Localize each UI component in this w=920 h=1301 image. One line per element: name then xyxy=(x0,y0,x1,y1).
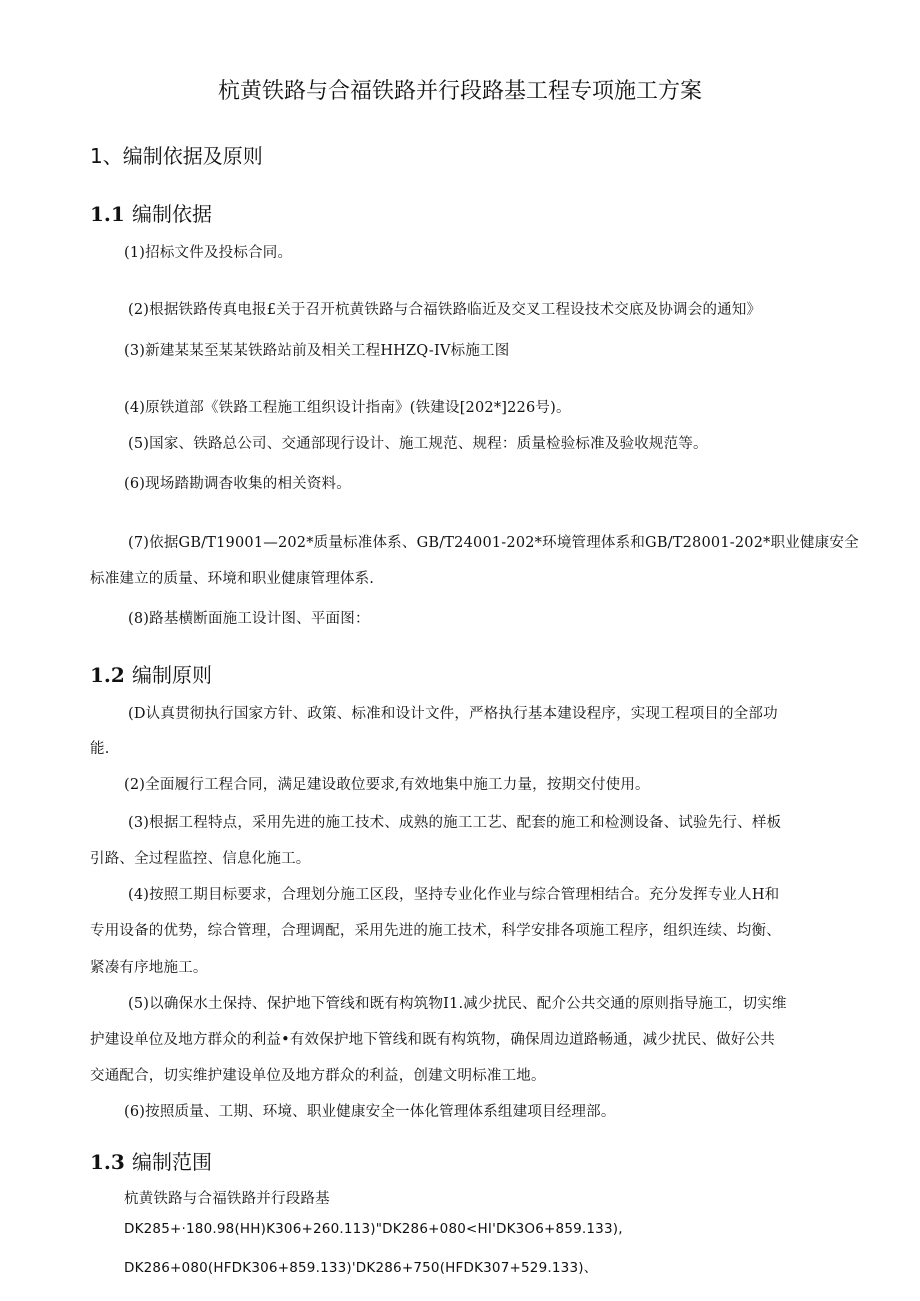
section-number: 1.1 xyxy=(90,202,125,226)
principle-2: (2)全面履行工程合同，满足建设敢位要求,有效地集中施工力量，按期交付使用。 xyxy=(124,777,650,793)
section-1-3-heading xyxy=(90,1146,212,1175)
basis-item-4: (4)原铁道部《铁路工程施工组织设计指南》(铁建设[202*]226号)。 xyxy=(124,400,571,416)
principle-3-line1: (3)根据工程特点，采用先进的施工技术、成熟的施工工艺、配套的施工和检测设备、试验先行、样板 xyxy=(128,815,782,831)
basis-item-2: (2)根据铁路传真电报£关于召开杭黄铁路与合福铁路临近及交叉工程设技术交底及协调会的通知》 xyxy=(128,302,762,318)
section-title: 编制依据 xyxy=(132,202,212,226)
section-number: 1.2 xyxy=(90,663,125,687)
section-1-heading: 1、编制依据及原则 xyxy=(90,144,263,168)
principle-5-line1: (5)以确保水土保持、保护地下管线和既有构筑物I1.减少扰民、配介公共交通的原则指导施工，切实维 xyxy=(128,996,787,1012)
section-title: 编制原则 xyxy=(132,663,212,687)
basis-item-7-line2: 标准建立的质量、环境和职业健康管理体系. xyxy=(90,571,375,587)
section-1-2-heading xyxy=(90,659,212,688)
basis-item-5: (5)国家、铁路总公司、交通部现行设计、施工规范、规程：质量检验标准及验收规范等。 xyxy=(128,436,708,452)
basis-item-7-line1: (7)依据GB/T19001—202*质量标准体系、GB/T24001-202*环境管理体系和GB/T28001-202*职业健康安全 xyxy=(128,535,859,551)
principle-4-line1: (4)按照工期目标要求，合理划分施工区段，坚持专业化作业与综合管理相结合。充分发挥专业人H和 xyxy=(128,887,780,903)
principle-5-line3: 交通配合，切实维护建设单位及地方群众的利益，创建文明标准工地。 xyxy=(90,1068,546,1084)
principle-3-line2: 引路、全过程监控、信息化施工。 xyxy=(90,851,311,867)
section-number: 1.3 xyxy=(90,1150,125,1174)
document-title: 杭黄铁路与合福铁路并行段路基工程专项施工方案 xyxy=(217,79,702,104)
principle-5-line2: 护建设单位及地方群众的利益•有效保护地下管线和既有构筑物，确保周边道路畅通，减少扰民、做好公共 xyxy=(90,1032,775,1048)
principle-4-line2: 专用设备的优势，综合管理，合理调配，采用先进的施工技术，科学安排各项施工程序，组织连续、均衡、 xyxy=(90,923,781,939)
basis-item-3: (3)新建某某至某某铁路站前及相关工程HHZQ-IV标施工图 xyxy=(124,343,510,359)
principle-1-line2: 能. xyxy=(90,741,110,757)
basis-item-8: (8)路基横断面施工设计图、平面图： xyxy=(128,611,370,627)
basis-item-1: (1)招标文件及投标合同。 xyxy=(124,245,293,261)
principle-1-line1: (D认真贯彻执行国家方针、政策、标准和设计文件，严格执行基本建设程序，实现工程项目的全部功 xyxy=(128,706,778,722)
section-1-1-heading xyxy=(90,198,212,227)
basis-item-6: (6)现场踏勘调杳收集的相关资料。 xyxy=(124,476,351,492)
section-title: 编制范围 xyxy=(132,1150,212,1174)
scope-line-1: 杭黄铁路与合福铁路并行段路基 xyxy=(124,1191,330,1207)
principle-4-line3: 紧凑有序地施工。 xyxy=(90,960,208,976)
scope-line-3: DK286+080(HFDK306+859.133)'DK286+750(HFDK307+529.133)、 xyxy=(124,1260,598,1276)
principle-6: (6)按照质量、工期、环境、职业健康安全一体化管理体系组建项目经理部。 xyxy=(124,1104,616,1120)
scope-line-2: DK285+·180.98(HH)K306+260.113)"DK286+080<HI'DK3O6+859.133), xyxy=(124,1221,623,1237)
